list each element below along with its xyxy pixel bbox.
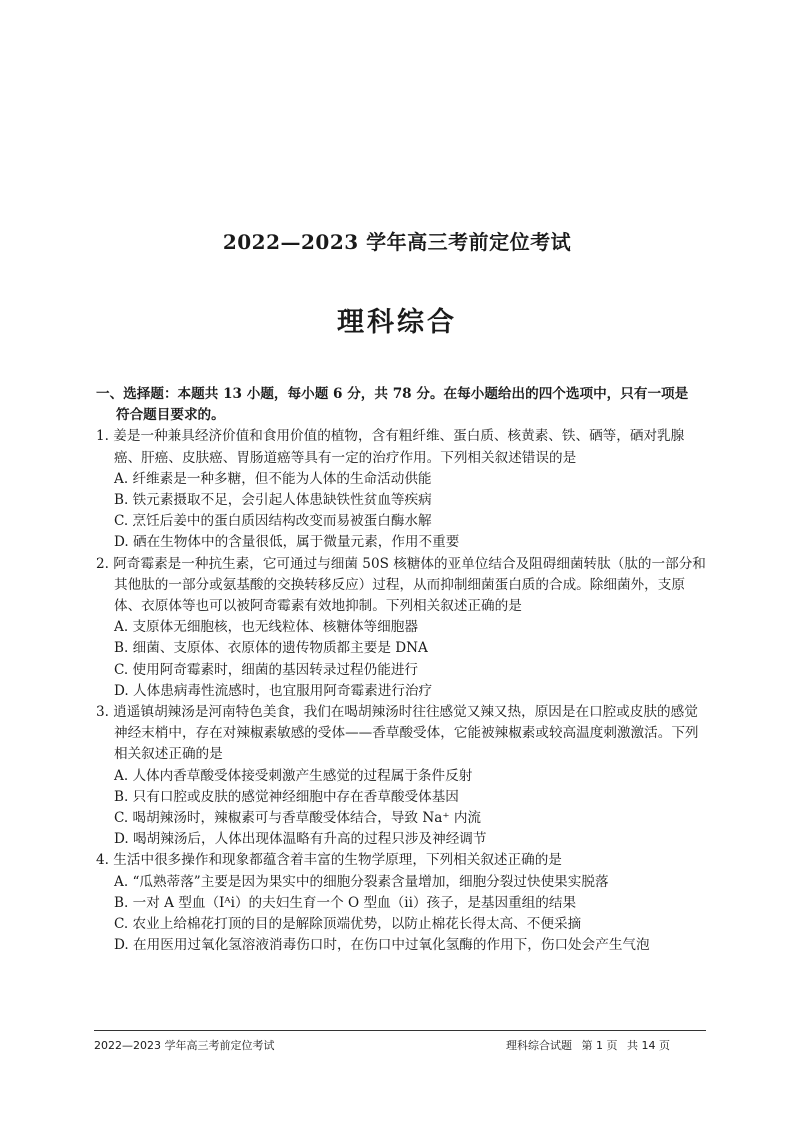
option-b: B. 只有口腔或皮肤的感觉神经细胞中存在香草酸受体基因: [114, 788, 459, 805]
option-b: B. 细菌、支原体、衣原体的遗传物质都主要是 DNA: [114, 640, 428, 657]
option-b: B. 铁元素摄取不足，会引起人体患缺铁性贫血等疾病: [114, 492, 432, 509]
question-1: [96, 426, 708, 553]
option-d: D. 喝胡辣汤后，人体出现体温略有升高的过程只涉及神经调节: [114, 831, 487, 848]
exam-content: [96, 384, 708, 956]
section-heading-continuation: 符合题目要求的。: [116, 407, 225, 424]
question-3: [96, 702, 708, 850]
option-a: A. 纤维素是一种多糖，但不能为人体的生命活动供能: [114, 470, 432, 487]
footer-page-info: [506, 1037, 676, 1053]
option-a: A. 支原体无细胞核，也无线粒体、核糖体等细胞器: [114, 619, 418, 636]
exam-title: 2022—2023 学年高三考前定位考试: [222, 230, 572, 254]
option-d: D. 硒在生物体中的含量很低，属于微量元素，作用不重要: [114, 534, 460, 551]
option-c: C. 烹饪后姜中的蛋白质因结构改变而易被蛋白酶水解: [114, 513, 432, 530]
option-b: B. 一对 A 型血（Iᴬi）的夫妇生育一个 O 型血（ii）孩子，是基因重组的结果: [114, 894, 577, 911]
option-c: C. 使用阿奇霉素时，细菌的基因转录过程仍能进行: [114, 661, 419, 678]
footer-exam-name: 2022—2023 学年高三考前定位考试: [94, 1039, 275, 1052]
option-a: A. 人体内香草酸受体接受刺激产生感觉的过程属于条件反射: [114, 767, 473, 784]
subject-title: 理科综合: [337, 307, 457, 338]
question-stem: 1. 姜是一种兼具经济价值和食用价值的植物，含有粗纤维、蛋白质、核黄素、铁、硒等，硒对乳腺癌、肝癌、皮肤癌、胃肠道癌等具有一定的治疗作用。下列相关叙述错误的是: [96, 428, 685, 466]
question-4: [96, 850, 708, 956]
option-c: C. 喝胡辣汤时，辣椒素可与香草酸受体结合，导致 Na⁺ 内流: [114, 810, 482, 827]
question-stem: 3. 逍遥镇胡辣汤是河南特色美食，我们在喝胡辣汤时往往感觉又辣又热，原因是在口腔或皮肤的感觉神经末梢中，存在对辣椒素敏感的受体——香草酸受体，它能被辣椒素或较高温度刺激激活。下列相关叙述正确的是: [96, 704, 699, 763]
footer-total-pages: 共 14 页: [627, 1039, 670, 1052]
footer-page-number: 第 1 页: [581, 1039, 618, 1052]
question-2: [96, 554, 708, 702]
option-c: C. 农业上给棉花打顶的目的是解除顶端优势，以防止棉花长得太高、不便采摘: [114, 916, 582, 933]
question-stem: 2. 阿奇霉素是一种抗生素，它可通过与细菌 50S 核糖体的亚单位结合及阻碍细菌转肽（肽的一部分和其他肽的一部分或氨基酸的交换转移反应）过程，从而抑制细菌蛋白质的合成。除细菌外，支原体、衣原体等也可以被阿奇霉素有效地抑制。下列相关叙述正确的是: [96, 555, 706, 615]
option-d: D. 在用医用过氧化氢溶液消毒伤口时，在伤口中过氧化氢酶的作用下，伤口处会产生气泡: [114, 937, 650, 954]
section-heading-text: 一、选择题：本题共 13 小题，每小题 6 分，共 78 分。在每小题给出的四个选项中，只有一项是: [96, 386, 689, 402]
section-heading: [96, 384, 708, 426]
footer-subject: 理科综合试题: [506, 1039, 572, 1052]
footer-divider: [94, 1030, 706, 1031]
option-a: A. “瓜熟蒂落”主要是因为果实中的细胞分裂素含量增加，细胞分裂过快使果实脱落: [114, 873, 609, 890]
question-stem: 4. 生活中很多操作和现象都蕴含着丰富的生物学原理，下列相关叙述正确的是: [96, 852, 562, 869]
option-d: D. 人体患病毒性流感时，也宜服用阿奇霉素进行治疗: [114, 682, 433, 699]
